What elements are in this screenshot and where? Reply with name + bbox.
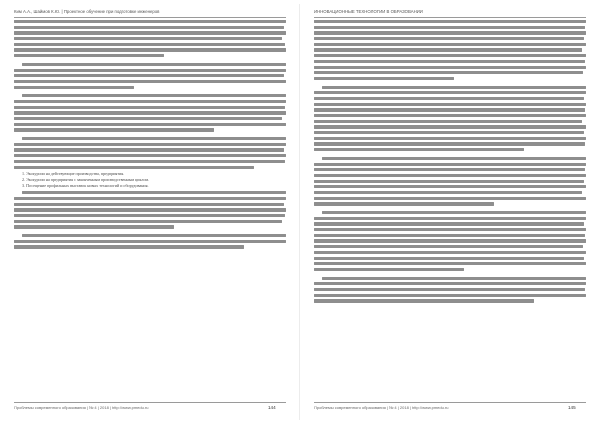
running-header: Ким А.А., Шаймов К.Ю. | Проектное обучение при подготовке инженеров (14, 9, 160, 14)
paragraph (14, 20, 286, 57)
body-text (314, 20, 586, 305)
running-header: ИННОВАЦИОННЫЕ ТЕХНОЛОГИИ В ОБРАЗОВАНИИ (314, 9, 423, 14)
body-text (14, 20, 286, 251)
paragraph (14, 191, 286, 228)
running-footer: Проблемы современного образования | № 4 | 2018 | http://www.pmedu.ru (314, 405, 449, 410)
paragraph (14, 234, 286, 249)
page-number: 144 (268, 405, 276, 410)
list-item: 3. Посещение профильных выставок новых технологий и оборудования. (22, 182, 149, 188)
paragraph (14, 137, 286, 169)
paragraph (14, 94, 286, 131)
right-page (300, 0, 600, 424)
list-item: 1. Экскурсии на действующие производства, предприятия. (22, 171, 125, 177)
list-item: 2. Экскурсии на предприятия с законченным производственным циклом. (22, 176, 150, 182)
header-divider (314, 17, 586, 18)
paragraph (14, 63, 286, 89)
paragraph (314, 20, 586, 80)
header-divider (14, 17, 286, 18)
running-footer: Проблемы современного образования | № 4 | 2018 | http://www.pmedu.ru (14, 405, 149, 410)
paragraph (314, 157, 586, 206)
paragraph (314, 211, 586, 271)
page-number: 145 (568, 405, 576, 410)
paragraph (314, 277, 586, 303)
paragraph (314, 86, 586, 152)
footer-divider (314, 402, 586, 403)
footer-divider (14, 402, 286, 403)
